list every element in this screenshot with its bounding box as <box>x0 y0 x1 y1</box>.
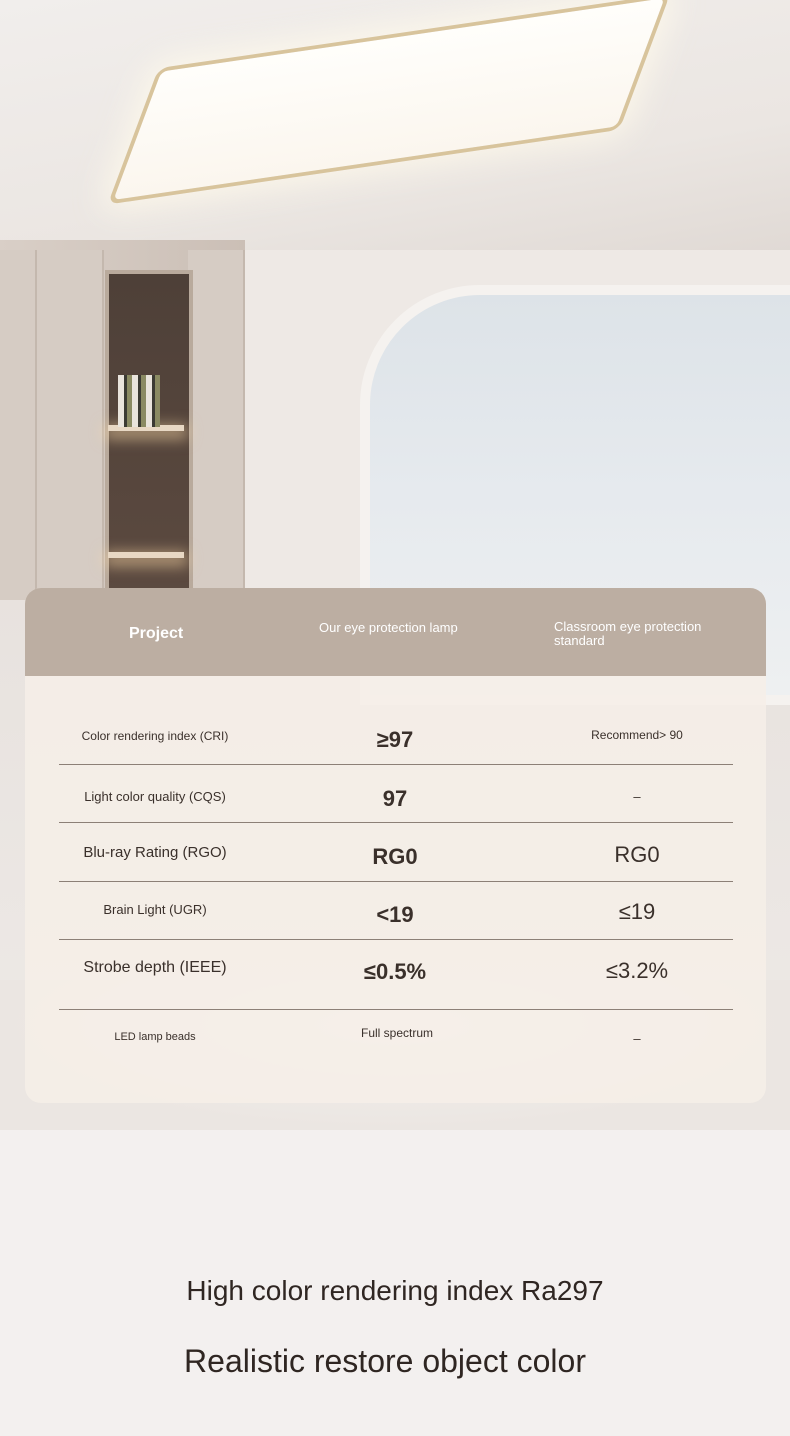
row-standard-value: ≤3.2% <box>605 958 669 983</box>
wall-panel <box>188 250 245 600</box>
row-standard-value: – <box>633 1031 641 1046</box>
tagline-cri: High color rendering index Ra297 <box>186 1275 604 1306</box>
row-our-value: Full spectrum <box>361 1026 434 1040</box>
row-standard-value: – <box>633 789 641 804</box>
row-item: Blu-ray Rating (RGO) <box>83 844 227 861</box>
row-item: Color rendering index (CRI) <box>81 729 229 743</box>
row-our-value: ≤0.5% <box>363 959 427 984</box>
header-project: Project <box>129 625 184 642</box>
shelf <box>108 552 184 558</box>
row-our-value: 97 <box>382 786 408 811</box>
row-item: Brain Light (UGR) <box>103 902 207 917</box>
row-item: Strobe depth (IEEE) <box>83 959 227 976</box>
row-divider <box>59 881 733 882</box>
wall-panel <box>37 250 104 600</box>
wall-panel <box>0 250 37 600</box>
row-our-value: RG0 <box>372 844 418 869</box>
table-header <box>25 588 766 676</box>
books <box>118 375 160 427</box>
row-item: LED lamp beads <box>114 1031 196 1043</box>
row-standard-value: RG0 <box>614 842 660 867</box>
tagline-color: Realistic restore object color <box>184 1343 586 1379</box>
row-item: Light color quality (CQS) <box>84 789 226 804</box>
header-classroom-standard: Classroom eye protection standard <box>554 619 702 648</box>
comparison-table <box>25 588 766 1103</box>
row-divider <box>59 939 733 940</box>
row-divider <box>59 1009 733 1010</box>
row-standard-value: ≤19 <box>618 899 656 924</box>
row-divider <box>59 822 733 823</box>
header-our-lamp: Our eye protection lamp <box>319 620 458 635</box>
row-our-value: <19 <box>376 902 414 927</box>
row-standard-value: Recommend> 90 <box>591 728 683 742</box>
row-divider <box>59 764 733 765</box>
row-our-value: ≥97 <box>376 727 414 752</box>
